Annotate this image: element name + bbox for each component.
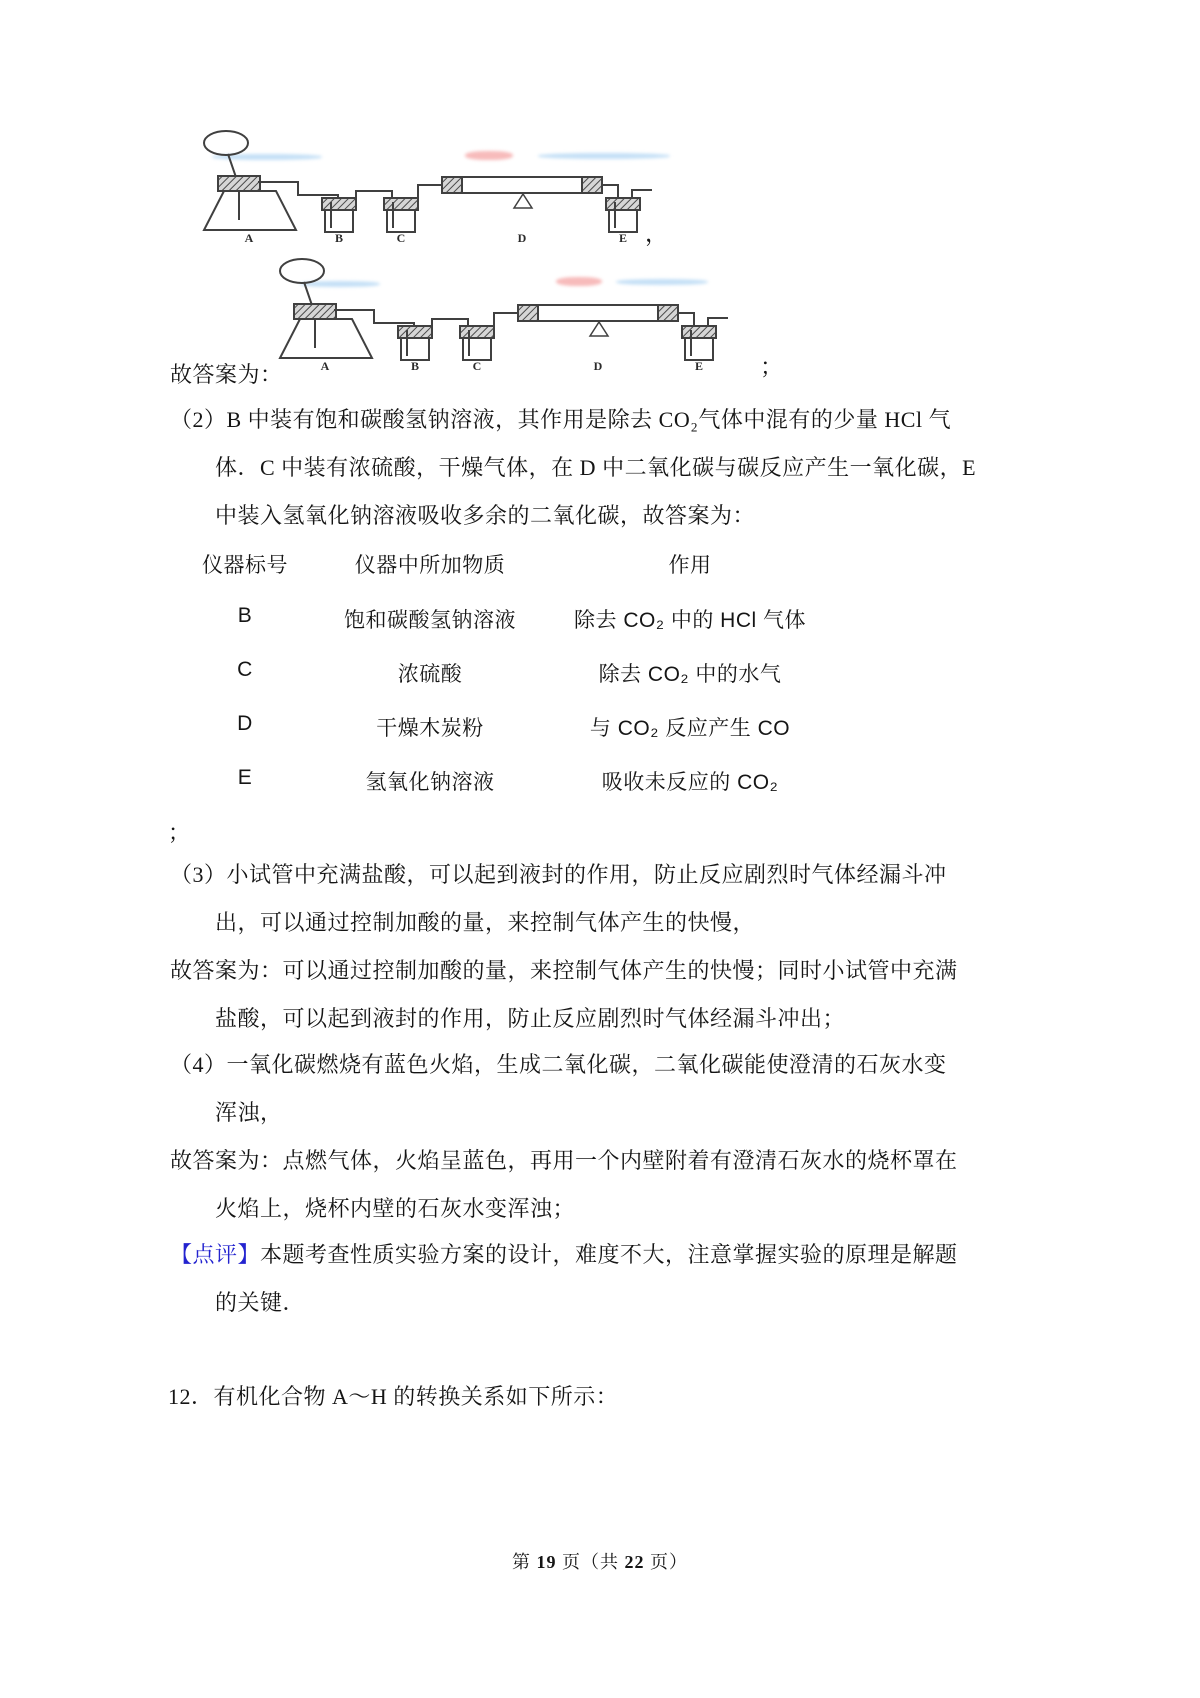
para4-line-1: （4）一氧化碳燃烧有蓝色火焰，生成二氧化碳，二氧化碳能使澄清的石灰水变 <box>170 1052 947 1077</box>
gas-bottle-icon <box>609 210 637 232</box>
flask-icon <box>204 191 296 230</box>
apparatus-label-d: D <box>517 231 527 245</box>
apparatus-diagram-1 <box>192 128 652 246</box>
plug-icon <box>582 177 602 193</box>
plug-icon <box>442 177 462 193</box>
plug-icon <box>658 305 678 321</box>
stopper-icon <box>218 176 260 191</box>
apparatus-label-c: C <box>472 359 482 373</box>
table-row-substance: 氢氧化钠溶液 <box>365 771 495 794</box>
table-row-function: 除去 CO₂ 中的水气 <box>598 663 782 686</box>
stopper-icon <box>682 326 716 338</box>
apparatus-label-d: D <box>593 359 603 373</box>
stopper-icon <box>398 326 432 338</box>
table-row-substance: 浓硫酸 <box>397 663 463 686</box>
diagram2-trailing-semicolon: ； <box>760 354 783 379</box>
vent-tube <box>632 190 652 198</box>
answer-lead-in: 故答案为： <box>170 362 283 387</box>
diagram1-trailing-comma: ， <box>645 221 668 246</box>
comment-text: 本题考查性质实验方案的设计，难度不大，注意掌握实验的原理是解题 <box>260 1242 958 1267</box>
para2-line-1: （2）B 中装有饱和碳酸氢钠溶液，其作用是除去 CO₂气体中混有的少量 HCl 气 <box>170 407 952 432</box>
table-row-label: E <box>237 766 253 789</box>
stopper-icon <box>294 304 336 319</box>
comment-tag: 【点评】 <box>170 1242 261 1267</box>
comment-line-1 <box>170 1240 958 1270</box>
footer-text: 页（共 <box>556 1552 625 1572</box>
plug-icon <box>518 305 538 321</box>
vent-tube <box>708 318 728 326</box>
funnel-icon <box>280 259 324 283</box>
stopper-icon <box>322 198 356 210</box>
table-row-label: D <box>237 712 253 735</box>
footer-total-pages: 22 <box>624 1552 645 1572</box>
table-header-label: 仪器标号 <box>202 554 288 577</box>
para3-line-1: （3）小试管中充满盐酸，可以起到液封的作用，防止反应剧烈时气体经漏斗冲 <box>170 862 947 887</box>
table-row-function: 除去 CO₂ 中的 HCl 气体 <box>574 609 806 632</box>
table-header-substance: 仪器中所加物质 <box>354 554 506 577</box>
gas-bottle-icon <box>325 210 353 232</box>
apparatus-label-e: E <box>618 231 628 245</box>
table-row-substance: 饱和碳酸氢钠溶液 <box>344 609 516 632</box>
heating-tube-icon <box>518 305 678 321</box>
para4-line-4: 火焰上，烧杯内壁的石灰水变浑浊； <box>215 1196 576 1221</box>
para3-line-4: 盐酸，可以起到液封的作用，防止反应剧烈时气体经漏斗冲出； <box>215 1006 846 1031</box>
table-trailing-semicolon: ； <box>168 820 191 845</box>
stopper-icon <box>460 326 494 338</box>
stopper-icon <box>606 198 640 210</box>
apparatus-label-b: B <box>334 231 344 245</box>
heat-triangle-icon <box>590 322 608 336</box>
apparatus-label-e: E <box>694 359 704 373</box>
table-row-label: C <box>237 658 253 681</box>
gas-bottle-icon <box>401 338 429 360</box>
tube-c-d <box>494 313 520 328</box>
table-row-function: 吸收未反应的 CO₂ <box>601 771 779 794</box>
page-footer <box>0 1548 1200 1574</box>
footer-text: 第 <box>512 1552 537 1572</box>
para2-line-3: 中装入氢氧化钠溶液吸收多余的二氧化碳，故答案为： <box>215 503 756 528</box>
funnel-icon <box>204 131 248 155</box>
gas-bottle-icon <box>387 210 415 232</box>
apparatus-label-c: C <box>396 231 406 245</box>
para2-line-2: 体．C 中装有浓硫酸，干燥气体，在 D 中二氧化碳与碳反应产生一氧化碳，E <box>215 455 977 480</box>
stopper-icon <box>384 198 418 210</box>
flask-icon <box>280 319 372 358</box>
footer-page-number: 19 <box>536 1552 557 1572</box>
tube-c-d <box>418 185 444 200</box>
apparatus-label-a: A <box>244 231 254 245</box>
footer-text: 页） <box>644 1552 688 1572</box>
para3-line-2: 出，可以通过控制加酸的量，来控制气体产生的快慢， <box>215 910 756 935</box>
apparatus-diagram-2 <box>268 256 728 374</box>
comment-line-2: 的关键． <box>215 1290 306 1315</box>
heating-tube-icon <box>442 177 602 193</box>
table-row-label: B <box>237 604 253 627</box>
apparatus-label-a: A <box>320 359 330 373</box>
heat-triangle-icon <box>514 194 532 208</box>
gas-bottle-icon <box>463 338 491 360</box>
para4-line-2: 浑浊， <box>215 1100 283 1125</box>
table-row-substance: 干燥木炭粉 <box>376 717 484 740</box>
apparatus-label-b: B <box>410 359 420 373</box>
question-12-title: 12．有机化合物 A～H 的转换关系如下所示： <box>168 1384 619 1409</box>
table-row-function: 与 CO₂ 反应产生 CO <box>589 717 791 740</box>
para4-line-3: 故答案为：点燃气体，火焰呈蓝色，再用一个内壁附着有澄清石灰水的烧杯罩在 <box>170 1148 958 1173</box>
gas-bottle-icon <box>685 338 713 360</box>
table-header-function: 作用 <box>668 554 712 577</box>
para3-line-3: 故答案为：可以通过控制加酸的量，来控制气体产生的快慢；同时小试管中充满 <box>170 958 958 983</box>
